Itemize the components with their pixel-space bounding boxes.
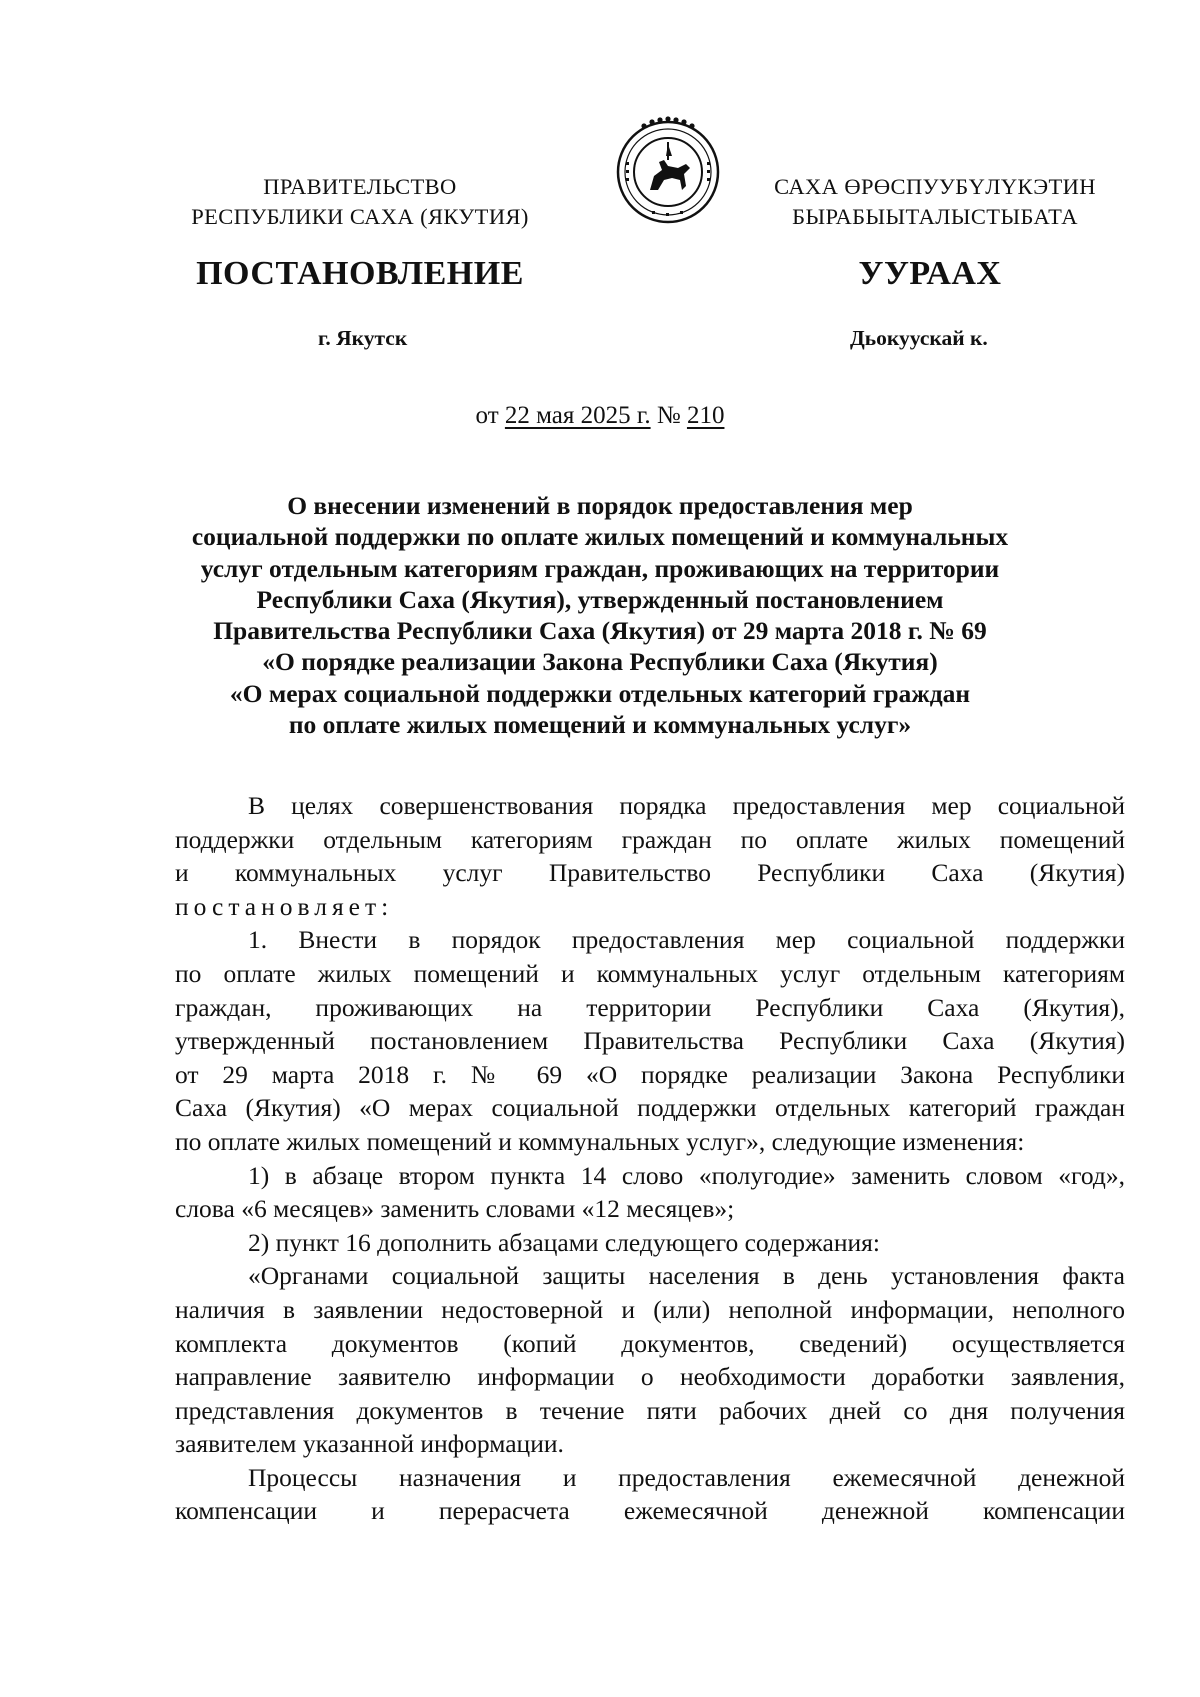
doc-type-ru: ПОСТАНОВЛЕНИЕ [196,255,524,292]
text-line: 1. Внести в порядок предоставления мер социальной поддержки [248,925,1125,955]
title-line: Республики Саха (Якутия), утвержденный постановлением [256,584,944,614]
title-line: «О порядке реализации Закона Республики Саха (Якутия) [262,647,938,677]
text-line: от 29 марта 2018 г. № 69 «О порядке реализации Закона Республики [175,1059,1125,1089]
text-line: 2) пункт 16 дополнить абзацами следующего содержания: [248,1227,880,1257]
text-line: «Органами социальной защиты населения в день установления факта [248,1261,1125,1291]
text-line: наличия в заявлении недостоверной и (или) неполной информации, неполного [175,1294,1125,1324]
header-ru-line1: ПРАВИТЕЛЬСТВО [263,174,457,199]
header-russian [170,172,550,232]
item-1-paragraph [175,923,1125,1158]
title-line: «О мерах социальной поддержки отдельных категорий граждан [229,678,971,708]
text-line: компенсации и перерасчета ежемесячной денежной компенсации [175,1496,1125,1526]
text-line: 1) в абзаце втором пункта 14 слово «полугодие» заменить словом «год», [248,1160,1125,1190]
date-prefix: от [475,402,499,429]
title-line: по оплате жилых помещений и коммунальных услуг» [288,710,912,740]
date-line [0,402,1200,430]
number-sign: № [656,402,681,429]
text-line: граждан, проживающих на территории Республики Саха (Якутия), [175,992,1125,1022]
city-ru: г. Якутск [318,326,408,350]
subitem-1-paragraph [175,1159,1125,1226]
header-sah-line1: САХА ӨРӨСПУУБҮЛҮКЭТИН [774,174,1096,199]
text-line: утвержденный постановлением Правительства Республики Саха (Якутия) [175,1026,1125,1056]
doc-type-sah: УУРААХ [858,255,1002,292]
decree-number: 210 [686,402,725,429]
quoted-paragraph-1 [175,1259,1125,1461]
decree-word: постановляет: [175,891,394,921]
text-line: комплекта документов (копий документов, сведений) осуществляется [175,1328,1125,1358]
text-line: слова «6 месяцев» заменить словами «12 месяцев»; [175,1194,735,1224]
decree-body [175,789,1125,1528]
text-line: Саха (Якутия) «О мерах социальной поддержки отдельных категорий граждан [175,1093,1125,1123]
subitem-2-paragraph [175,1226,1125,1260]
text-line: В целях совершенствования порядка предоставления мер социальной [248,791,1125,820]
text-line: по оплате жилых помещений и коммунальных услуг отдельным категориям [175,958,1125,988]
city-sah: Дьокуускай к. [850,326,988,350]
title-line: социальной поддержки по оплате жилых помещений и коммунальных [191,522,1009,552]
text-line: и коммунальных услуг Правительство Республики Саха (Якутия) [175,858,1125,888]
decree-date: 22 мая 2025 г. [504,402,651,429]
decree-title [150,490,1050,740]
quoted-paragraph-2 [175,1461,1125,1528]
text-line: поддержки отдельным категориям граждан по оплате жилых помещений [175,824,1125,854]
yakutia-coat-of-arms-icon [612,112,724,224]
text-line: направление заявителю информации о необходимости доработки заявления, [175,1362,1125,1392]
text-line: представления документов в течение пяти рабочих дней со дня получения [175,1395,1125,1425]
title-line: О внесении изменений в порядок предоставления мер [287,491,913,520]
intro-paragraph [175,789,1125,923]
header-ru-line2: РЕСПУБЛИКИ САХА (ЯКУТИЯ) [191,204,529,229]
text-line: по оплате жилых помещений и коммунальных услуг», следующие изменения: [175,1126,1025,1156]
header-sakha [735,172,1135,232]
title-line: Правительства Республики Саха (Якутия) от 29 марта 2018 г. № 69 [213,616,987,646]
text-line: заявителем указанной информации. [175,1429,564,1459]
header-sah-line2: БЫРАБЫЫТАЛЫСТЫБАТА [792,204,1078,229]
text-line: Процессы назначения и предоставления ежемесячной денежной [248,1462,1125,1492]
title-line: услуг отдельным категориям граждан, проживающих на территории [200,553,1000,583]
